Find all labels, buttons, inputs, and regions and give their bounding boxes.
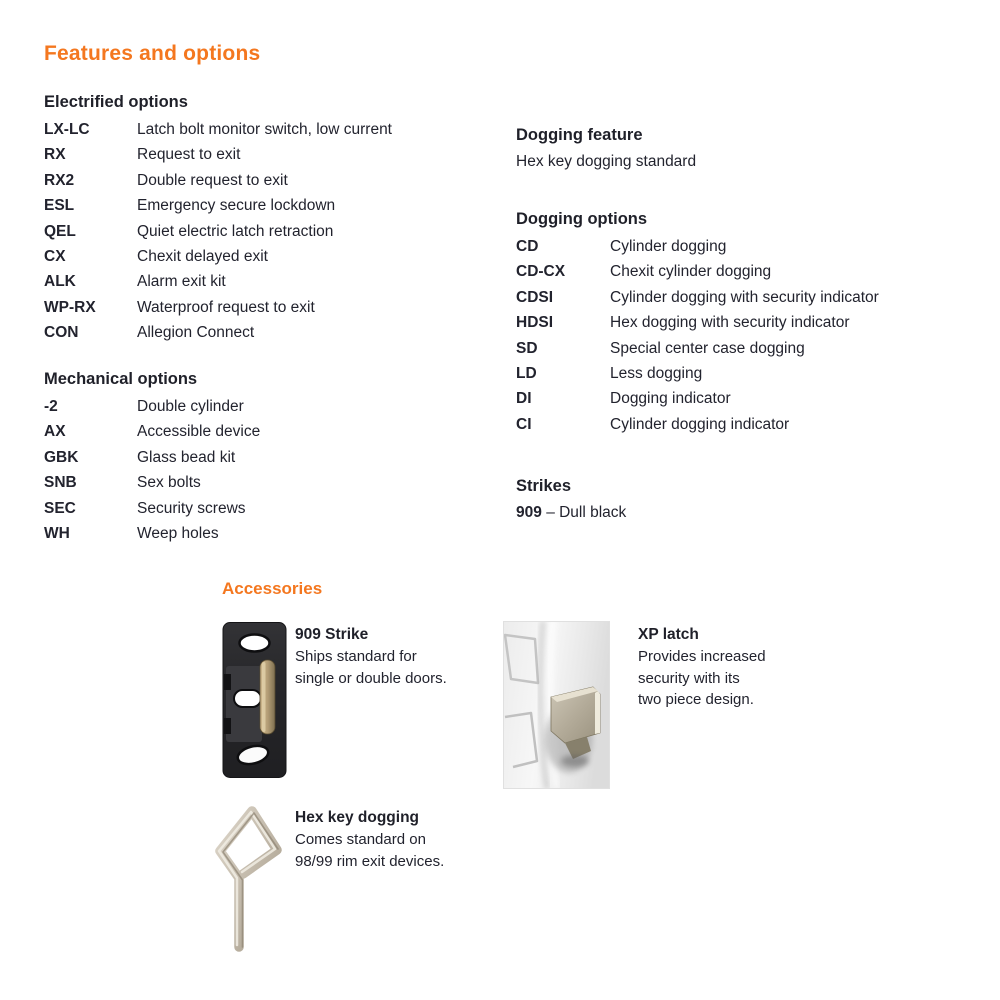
option-row bbox=[516, 310, 879, 335]
option-row bbox=[516, 336, 879, 361]
dogging-feature-heading: Dogging feature bbox=[516, 126, 643, 144]
option-row bbox=[44, 168, 392, 193]
section-dogging-feature bbox=[516, 126, 696, 174]
option-code: WP-RX bbox=[44, 298, 96, 316]
option-row bbox=[44, 521, 260, 546]
option-desc: Waterproof request to exit bbox=[137, 298, 315, 316]
option-code: ALK bbox=[44, 273, 76, 291]
option-code: QEL bbox=[44, 222, 76, 240]
option-code: WH bbox=[44, 525, 70, 543]
option-desc: Latch bolt monitor switch, low current bbox=[137, 121, 392, 138]
dogging-options-heading: Dogging options bbox=[516, 210, 648, 228]
option-row bbox=[44, 470, 260, 495]
option-desc: Hex dogging with security indicator bbox=[610, 314, 850, 332]
option-code: HDSI bbox=[516, 314, 554, 332]
option-code: RX2 bbox=[44, 171, 75, 189]
accessory-name: XP latch bbox=[638, 626, 699, 643]
xp-latch-photo bbox=[503, 621, 610, 789]
option-desc: Request to exit bbox=[137, 146, 241, 164]
option-row bbox=[516, 386, 879, 411]
dogging-feature-text: Hex key dogging standard bbox=[516, 153, 697, 170]
option-desc: Security screws bbox=[137, 499, 246, 517]
strikes-item bbox=[516, 500, 626, 525]
accessory-desc-line: Provides increased bbox=[638, 648, 766, 665]
option-row bbox=[44, 142, 392, 167]
option-desc: Chexit delayed exit bbox=[137, 248, 268, 266]
accessory-desc-line: security with its bbox=[638, 669, 740, 687]
section-electrified-options bbox=[44, 93, 392, 346]
accessory-hex-key bbox=[295, 806, 444, 872]
option-desc: Sex bolts bbox=[137, 474, 201, 492]
accessory-desc-line: Comes standard on bbox=[295, 831, 426, 848]
option-code: SD bbox=[516, 339, 538, 357]
option-row bbox=[516, 361, 879, 386]
option-code: SEC bbox=[44, 499, 76, 517]
option-desc: Emergency secure lockdown bbox=[137, 197, 336, 215]
option-code: CD-CX bbox=[516, 263, 566, 281]
option-desc: Cylinder dogging with security indicator bbox=[610, 288, 879, 306]
accessory-desc-line: 98/99 rim exit devices. bbox=[295, 852, 445, 870]
section-mechanical-options bbox=[44, 370, 260, 546]
accessory-desc-line: single or double doors. bbox=[295, 669, 447, 687]
option-code: LX-LC bbox=[44, 121, 90, 138]
option-desc: Quiet electric latch retraction bbox=[137, 222, 334, 240]
accessory-desc-line: two piece design. bbox=[638, 691, 754, 708]
option-row bbox=[516, 234, 879, 259]
option-row bbox=[44, 419, 260, 444]
section-strikes bbox=[516, 477, 626, 525]
option-code: CDSI bbox=[516, 288, 554, 306]
page-title: Features and options bbox=[44, 42, 261, 65]
option-code: CON bbox=[44, 324, 79, 342]
option-row bbox=[44, 295, 392, 320]
option-row bbox=[44, 320, 392, 345]
accessory-desc-line: Ships standard for bbox=[295, 648, 417, 665]
option-code: LD bbox=[516, 365, 537, 383]
electrified-options-list bbox=[44, 117, 392, 346]
option-row bbox=[44, 394, 260, 419]
option-desc: Glass bead kit bbox=[137, 448, 236, 466]
strike-code: 909 bbox=[516, 504, 542, 521]
option-code: GBK bbox=[44, 448, 79, 466]
electrified-options-heading: Electrified options bbox=[44, 93, 188, 111]
option-code: AX bbox=[44, 423, 66, 441]
option-row bbox=[516, 285, 879, 310]
accessory-name: 909 Strike bbox=[295, 626, 369, 643]
option-desc: Weep holes bbox=[137, 525, 219, 543]
accessory-909-strike bbox=[295, 623, 447, 689]
option-code: CI bbox=[516, 415, 532, 433]
mechanical-options-list bbox=[44, 394, 260, 546]
dogging-options-list bbox=[516, 234, 879, 437]
option-row bbox=[44, 219, 392, 244]
strikes-heading: Strikes bbox=[516, 477, 572, 495]
option-desc: Chexit cylinder dogging bbox=[610, 263, 772, 281]
option-row bbox=[44, 117, 392, 142]
option-desc: Accessible device bbox=[137, 423, 261, 441]
option-desc: Less dogging bbox=[610, 365, 703, 383]
option-code: RX bbox=[44, 146, 66, 164]
option-desc: Double cylinder bbox=[137, 398, 244, 415]
section-dogging-options bbox=[516, 210, 879, 437]
option-row bbox=[516, 412, 879, 437]
option-desc: Cylinder dogging indicator bbox=[610, 415, 790, 433]
option-code: -2 bbox=[44, 398, 58, 415]
option-row bbox=[44, 244, 392, 269]
option-code: CD bbox=[516, 238, 539, 255]
option-code: CX bbox=[44, 248, 66, 266]
accessory-xp-latch bbox=[638, 623, 766, 711]
option-desc: Alarm exit kit bbox=[137, 273, 226, 291]
accessories-heading: Accessories bbox=[222, 579, 323, 598]
909-strike-photo bbox=[222, 622, 287, 778]
hex-key-photo bbox=[212, 804, 284, 952]
mechanical-options-heading: Mechanical options bbox=[44, 370, 198, 388]
option-code: SNB bbox=[44, 474, 77, 492]
option-row bbox=[44, 496, 260, 521]
accessory-name: Hex key dogging bbox=[295, 809, 420, 826]
option-desc: Cylinder dogging bbox=[610, 238, 727, 255]
option-desc: Allegion Connect bbox=[137, 324, 255, 342]
option-code: ESL bbox=[44, 197, 75, 215]
option-desc: Special center case dogging bbox=[610, 339, 805, 357]
option-desc: Dogging indicator bbox=[610, 390, 731, 408]
option-row bbox=[44, 269, 392, 294]
option-row bbox=[44, 445, 260, 470]
option-row bbox=[516, 259, 879, 284]
option-code: DI bbox=[516, 390, 532, 408]
option-desc: Double request to exit bbox=[137, 171, 288, 189]
strike-desc: – Dull black bbox=[546, 504, 627, 521]
option-row bbox=[44, 193, 392, 218]
